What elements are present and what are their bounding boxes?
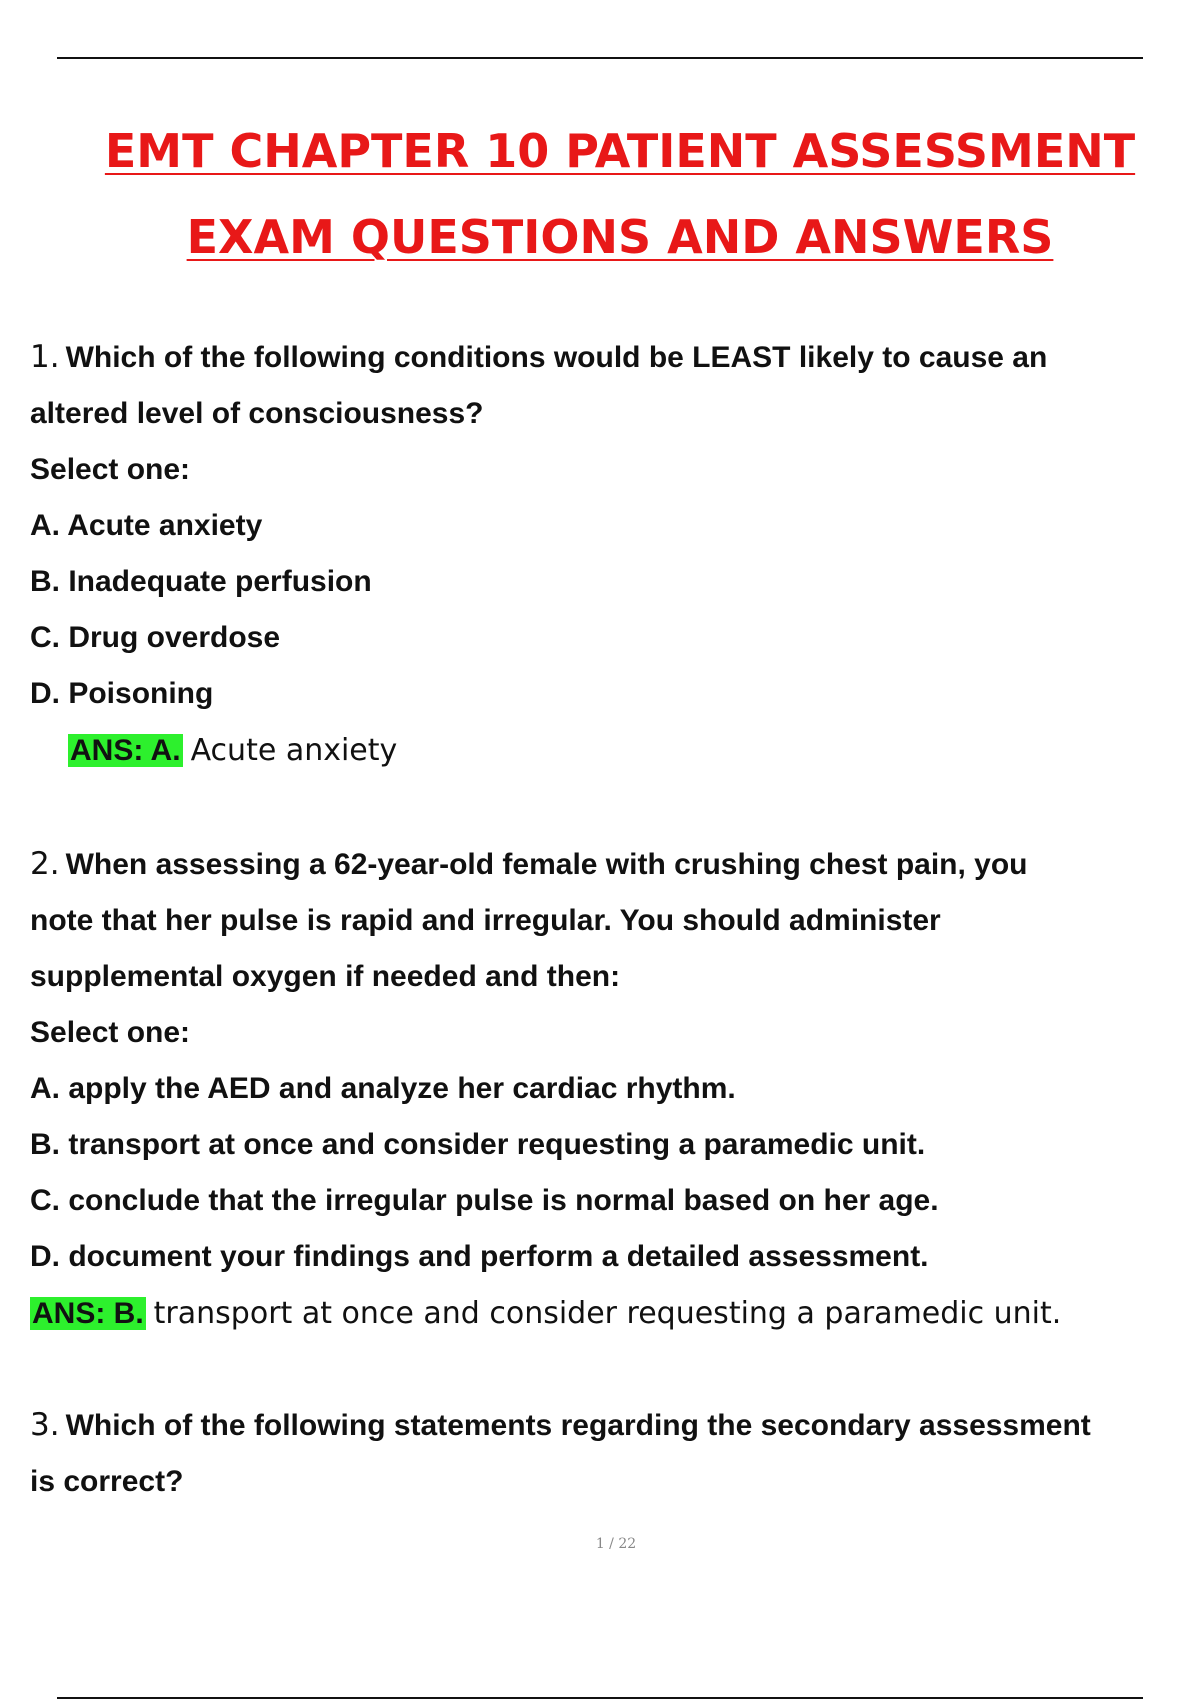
option-a: A. apply the AED and analyze her cardiac rhythm. (30, 1072, 736, 1105)
answer-line (30, 1285, 1180, 1342)
question-number: 3. (30, 1407, 60, 1443)
question-text-line: is correct? (30, 1465, 184, 1498)
answer-label: ANS: A. (70, 734, 181, 767)
bottom-divider (57, 1697, 1143, 1699)
option-b: B. transport at once and consider requesting a paramedic unit. (30, 1128, 926, 1161)
answer-line (30, 722, 1180, 779)
title-line-2: EXAM QUESTIONS AND ANSWERS (186, 210, 1054, 264)
answer-text: Acute anxiety (190, 733, 398, 768)
select-label: Select one: (30, 453, 191, 486)
select-label: Select one: (30, 1016, 191, 1049)
option-c: C. Drug overdose (30, 621, 281, 654)
option-a: A. Acute anxiety (30, 509, 263, 542)
question-text-line: 3. Which of the following statements regarding the secondary assessment (30, 1407, 1091, 1443)
top-divider (57, 57, 1143, 59)
question-3 (30, 1397, 1180, 1510)
question-text-line: supplemental oxygen if needed and then: (30, 960, 621, 993)
question-text-line: note that her pulse is rapid and irregular. You should administer (30, 904, 941, 937)
answer-text: transport at once and consider requesting a paramedic unit. (153, 1296, 1062, 1331)
question-text-line: 1. Which of the following conditions would be LEAST likely to cause an (30, 339, 1048, 375)
option-d: D. Poisoning (30, 677, 214, 710)
document-title (0, 108, 1200, 280)
option-c: C. conclude that the irregular pulse is normal based on her age. (30, 1184, 939, 1217)
question-1 (30, 329, 1180, 779)
question-2 (30, 836, 1180, 1342)
option-d: D. document your findings and perform a detailed assessment. (30, 1240, 929, 1273)
question-text-line: 2. When assessing a 62-year-old female with crushing chest pain, you (30, 846, 1028, 882)
question-text-line: altered level of consciousness? (30, 397, 484, 430)
page-indicator: 1 / 22 (595, 1536, 637, 1552)
option-b: B. Inadequate perfusion (30, 565, 372, 598)
question-number: 2. (30, 846, 60, 882)
question-number: 1. (30, 339, 60, 375)
answer-label: ANS: B. (32, 1297, 144, 1330)
title-line-1: EMT CHAPTER 10 PATIENT ASSESSMENT (104, 124, 1136, 178)
